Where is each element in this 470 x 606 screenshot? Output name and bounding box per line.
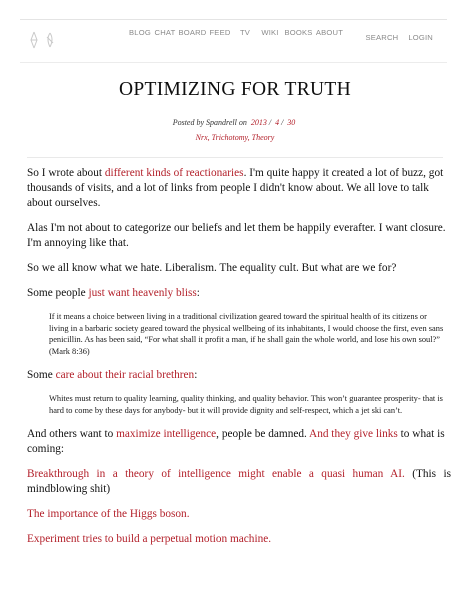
text: : [194, 369, 198, 381]
paragraph [27, 166, 451, 211]
text: , people be damned. [216, 428, 310, 440]
nav-item-chat[interactable]: CHAT [154, 28, 176, 37]
post-month-link[interactable]: 4 [275, 118, 280, 127]
link-perpetual-motion[interactable]: Experiment tries to build a perpetual motion machine. [27, 533, 272, 545]
post-meta-prefix: Posted by Spandrell on [172, 118, 247, 127]
nav-item-feed[interactable]: FEED [209, 28, 231, 37]
nav-item-about[interactable]: ABOUT [315, 28, 344, 37]
text: : [196, 287, 200, 299]
link-higgs-boson[interactable]: The importance of the Higgs boson. [27, 508, 190, 520]
nav-item-wiki[interactable]: WIKI [261, 28, 279, 37]
post-day-link[interactable]: 30 [287, 118, 296, 127]
paragraph [27, 507, 451, 522]
paragraph [27, 368, 451, 383]
post-date [249, 118, 297, 127]
paragraph: So we all know what we hate. Liberalism. The equality cult. But what are we for? [27, 262, 397, 274]
paragraph [27, 532, 451, 547]
text: And others want to [27, 428, 117, 440]
date-separator: / [281, 118, 284, 127]
link-heavenly-bliss[interactable]: just want heavenly bliss [88, 287, 197, 299]
link-breakthrough-ai[interactable]: Breakthrough in a theory of intelligence might enable a quasi human AI. [27, 468, 405, 480]
paragraph [27, 467, 451, 497]
login-link[interactable]: LOGIN [408, 33, 433, 42]
text: So I wrote about [27, 167, 105, 179]
divider [27, 157, 443, 158]
link-racial-brethren[interactable]: care about their racial brethren [55, 369, 195, 381]
site-header [20, 19, 447, 63]
search-link[interactable]: SEARCH [365, 33, 399, 42]
post-title: OPTIMIZING FOR TRUTH [118, 79, 352, 100]
post-meta [0, 118, 470, 127]
paragraph [27, 286, 451, 301]
link-reactionaries[interactable]: different kinds of reactionaries [104, 167, 244, 179]
nav-item-board[interactable]: BOARD [178, 28, 207, 37]
blockquote: If it means a choice between living in a traditional civilization geared toward the spiritual health of its citizens or living in a barbaric society geared toward the physical wellbeing of its inhabitants, I would choose the first, even sans penicillin. As has been said, “For what shall it profit a man, if he shall gain the whole world, and lose his own soul?” (Mark 8:36) [49, 312, 444, 356]
nav-item-books[interactable]: BOOKS [284, 28, 313, 37]
post-year-link[interactable]: 2013 [250, 118, 267, 127]
text: Some people [27, 287, 89, 299]
paragraph: Alas I'm not about to categorize our beliefs and let them be happily everafter. I want closure. I'm annoying like that. [27, 222, 446, 249]
text: . I'm quite happy it created a lot of buzz, got thousands of visits, and a lot of links from people I didn't know about. We all love to talk about ourselves. [27, 167, 444, 209]
blockquote: Whites must return to quality learning, quality thinking, and quality behavior. This won’t guarantee prosperity- that is hard to come by these days for anybody- but it will provide dignity and self-respect, which a jet ski can’t. [49, 394, 443, 415]
site-logo-icon[interactable] [28, 29, 62, 51]
nav-item-tv[interactable]: TV [239, 28, 251, 37]
text: to what is coming: [27, 428, 445, 455]
text: Some [27, 369, 56, 381]
main-nav [128, 27, 345, 39]
link-maximize-intelligence[interactable]: maximize intelligence [116, 428, 217, 440]
nav-item-blog[interactable]: BLOG [129, 28, 151, 37]
account-nav [356, 33, 434, 42]
date-separator: / [268, 118, 272, 127]
post-categories [0, 133, 470, 142]
paragraph [27, 427, 451, 457]
post-body [27, 166, 451, 557]
link-they-give-links[interactable]: And they give links [309, 428, 398, 440]
text: (This is mindblowing shit) [27, 468, 451, 495]
post-categories-links[interactable]: Nrx, Trichotomy, Theory [195, 133, 275, 142]
